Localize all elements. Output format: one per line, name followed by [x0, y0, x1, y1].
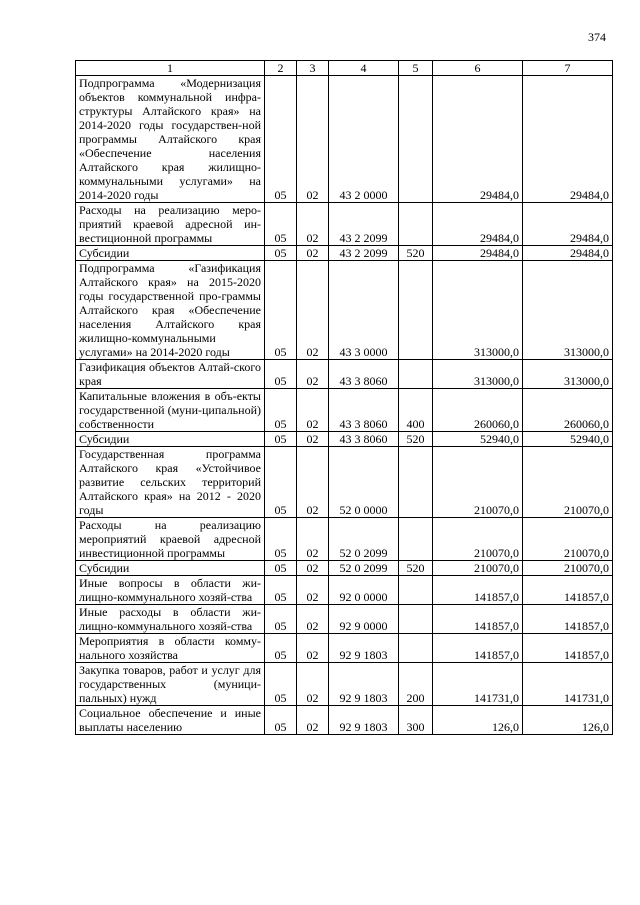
- table-row: [76, 389, 613, 432]
- table-row: [76, 76, 613, 203]
- section-code-cell: 05: [265, 576, 297, 605]
- table-row: [76, 576, 613, 605]
- item-name-cell: Субсидии: [76, 432, 265, 447]
- section-code-cell: 05: [265, 706, 297, 735]
- target-article-cell: 43 2 2099: [329, 203, 399, 246]
- item-name-cell: Подпрограмма «Газификация Алтайского края» на 2015-2020 годы государственной про-граммы Алтайского края «Обеспечение населения Алтайского края жилищно-коммунальными услугами» на 2014-2020 годы: [76, 261, 265, 360]
- amount-cell: 210070,0: [433, 561, 523, 576]
- amount-cell: 141857,0: [433, 634, 523, 663]
- section-code-cell: 05: [265, 246, 297, 261]
- amount-cell: 29484,0: [523, 76, 613, 203]
- expense-type-cell: 520: [399, 246, 433, 261]
- subsection-code-cell: 02: [297, 561, 329, 576]
- subsection-code-cell: 02: [297, 663, 329, 706]
- amount-cell: 260060,0: [523, 389, 613, 432]
- subsection-code-cell: 02: [297, 76, 329, 203]
- expense-type-cell: 520: [399, 561, 433, 576]
- amount-cell: 210070,0: [523, 561, 613, 576]
- expense-type-cell: [399, 203, 433, 246]
- amount-cell: 52940,0: [433, 432, 523, 447]
- section-code-cell: 05: [265, 634, 297, 663]
- column-header: 1: [76, 61, 265, 76]
- target-article-cell: 92 9 1803: [329, 706, 399, 735]
- target-article-cell: 43 3 8060: [329, 389, 399, 432]
- expense-type-cell: 400: [399, 389, 433, 432]
- expense-type-cell: [399, 76, 433, 203]
- expense-type-cell: [399, 605, 433, 634]
- table-row: [76, 605, 613, 634]
- section-code-cell: 05: [265, 663, 297, 706]
- amount-cell: 210070,0: [433, 518, 523, 561]
- subsection-code-cell: 02: [297, 634, 329, 663]
- column-header: 3: [297, 61, 329, 76]
- header-row: [76, 61, 613, 76]
- amount-cell: 29484,0: [523, 246, 613, 261]
- subsection-code-cell: 02: [297, 518, 329, 561]
- table-row: [76, 706, 613, 735]
- expense-type-cell: [399, 360, 433, 389]
- amount-cell: 313000,0: [523, 261, 613, 360]
- item-name-cell: Подпрограмма «Модернизация объектов коммунальной инфра-структуры Алтайского края» на 2014-2020 годы государствен-ной программы Алтайского края «Обеспечение населения Алтайского края жилищно-коммунальными услугами» на 2014-2020 годы: [76, 76, 265, 203]
- amount-cell: 210070,0: [433, 447, 523, 518]
- item-name-cell: Иные вопросы в области жи-лищно-коммунального хозяй-ства: [76, 576, 265, 605]
- expense-type-cell: [399, 634, 433, 663]
- amount-cell: 29484,0: [433, 203, 523, 246]
- section-code-cell: 05: [265, 605, 297, 634]
- expense-type-cell: [399, 447, 433, 518]
- amount-cell: 313000,0: [523, 360, 613, 389]
- target-article-cell: 43 3 8060: [329, 360, 399, 389]
- subsection-code-cell: 02: [297, 447, 329, 518]
- table-row: [76, 432, 613, 447]
- target-article-cell: 43 2 0000: [329, 76, 399, 203]
- section-code-cell: 05: [265, 203, 297, 246]
- target-article-cell: 43 2 2099: [329, 246, 399, 261]
- section-code-cell: 05: [265, 432, 297, 447]
- column-header: 2: [265, 61, 297, 76]
- target-article-cell: 52 0 0000: [329, 447, 399, 518]
- target-article-cell: 43 3 8060: [329, 432, 399, 447]
- column-header: 5: [399, 61, 433, 76]
- expense-type-cell: 200: [399, 663, 433, 706]
- item-name-cell: Мероприятия в области комму-нального хозяйства: [76, 634, 265, 663]
- amount-cell: 29484,0: [433, 246, 523, 261]
- subsection-code-cell: 02: [297, 432, 329, 447]
- table-row: [76, 447, 613, 518]
- amount-cell: 52940,0: [523, 432, 613, 447]
- amount-cell: 141731,0: [433, 663, 523, 706]
- item-name-cell: Капитальные вложения в объ-екты государственной (муни-ципальной) собственности: [76, 389, 265, 432]
- amount-cell: 126,0: [433, 706, 523, 735]
- subsection-code-cell: 02: [297, 261, 329, 360]
- section-code-cell: 05: [265, 261, 297, 360]
- target-article-cell: 52 0 2099: [329, 518, 399, 561]
- item-name-cell: Государственная программа Алтайского края «Устойчивое развитие сельских территорий Алтайского края» на 2012 - 2020 годы: [76, 447, 265, 518]
- amount-cell: 313000,0: [433, 360, 523, 389]
- subsection-code-cell: 02: [297, 706, 329, 735]
- amount-cell: 141857,0: [523, 576, 613, 605]
- target-article-cell: 52 0 2099: [329, 561, 399, 576]
- subsection-code-cell: 02: [297, 576, 329, 605]
- table-row: [76, 634, 613, 663]
- target-article-cell: 92 9 0000: [329, 605, 399, 634]
- amount-cell: 29484,0: [433, 76, 523, 203]
- amount-cell: 126,0: [523, 706, 613, 735]
- amount-cell: 141857,0: [523, 634, 613, 663]
- amount-cell: 141731,0: [523, 663, 613, 706]
- budget-table: [75, 60, 613, 735]
- item-name-cell: Расходы на реализацию меро-приятий краевой адресной ин-вестиционной программы: [76, 203, 265, 246]
- table-row: [76, 561, 613, 576]
- column-header: 6: [433, 61, 523, 76]
- table-row: [76, 246, 613, 261]
- subsection-code-cell: 02: [297, 360, 329, 389]
- table-row: [76, 360, 613, 389]
- item-name-cell: Социальное обеспечение и иные выплаты населению: [76, 706, 265, 735]
- section-code-cell: 05: [265, 561, 297, 576]
- item-name-cell: Газификация объектов Алтай-ского края: [76, 360, 265, 389]
- item-name-cell: Расходы на реализацию мероприятий краевой адресной инвестиционной программы: [76, 518, 265, 561]
- section-code-cell: 05: [265, 360, 297, 389]
- target-article-cell: 43 3 0000: [329, 261, 399, 360]
- target-article-cell: 92 9 1803: [329, 634, 399, 663]
- subsection-code-cell: 02: [297, 605, 329, 634]
- amount-cell: 260060,0: [433, 389, 523, 432]
- column-header: 7: [523, 61, 613, 76]
- section-code-cell: 05: [265, 76, 297, 203]
- subsection-code-cell: 02: [297, 246, 329, 261]
- expense-type-cell: 300: [399, 706, 433, 735]
- amount-cell: 141857,0: [433, 576, 523, 605]
- expense-type-cell: [399, 518, 433, 561]
- table-row: [76, 261, 613, 360]
- amount-cell: 29484,0: [523, 203, 613, 246]
- column-header: 4: [329, 61, 399, 76]
- amount-cell: 141857,0: [523, 605, 613, 634]
- section-code-cell: 05: [265, 389, 297, 432]
- expense-type-cell: 520: [399, 432, 433, 447]
- amount-cell: 210070,0: [523, 518, 613, 561]
- item-name-cell: Субсидии: [76, 246, 265, 261]
- subsection-code-cell: 02: [297, 389, 329, 432]
- page-number: 374: [588, 30, 606, 44]
- amount-cell: 210070,0: [523, 447, 613, 518]
- amount-cell: 141857,0: [433, 605, 523, 634]
- target-article-cell: 92 0 0000: [329, 576, 399, 605]
- section-code-cell: 05: [265, 518, 297, 561]
- item-name-cell: Иные расходы в области жи-лищно-коммунального хозяй-ства: [76, 605, 265, 634]
- expense-type-cell: [399, 576, 433, 605]
- subsection-code-cell: 02: [297, 203, 329, 246]
- section-code-cell: 05: [265, 447, 297, 518]
- amount-cell: 313000,0: [433, 261, 523, 360]
- table-row: [76, 663, 613, 706]
- target-article-cell: 92 9 1803: [329, 663, 399, 706]
- item-name-cell: Закупка товаров, работ и услуг для государственных (муници-пальных) нужд: [76, 663, 265, 706]
- expense-type-cell: [399, 261, 433, 360]
- table-row: [76, 518, 613, 561]
- table-row: [76, 203, 613, 246]
- item-name-cell: Субсидии: [76, 561, 265, 576]
